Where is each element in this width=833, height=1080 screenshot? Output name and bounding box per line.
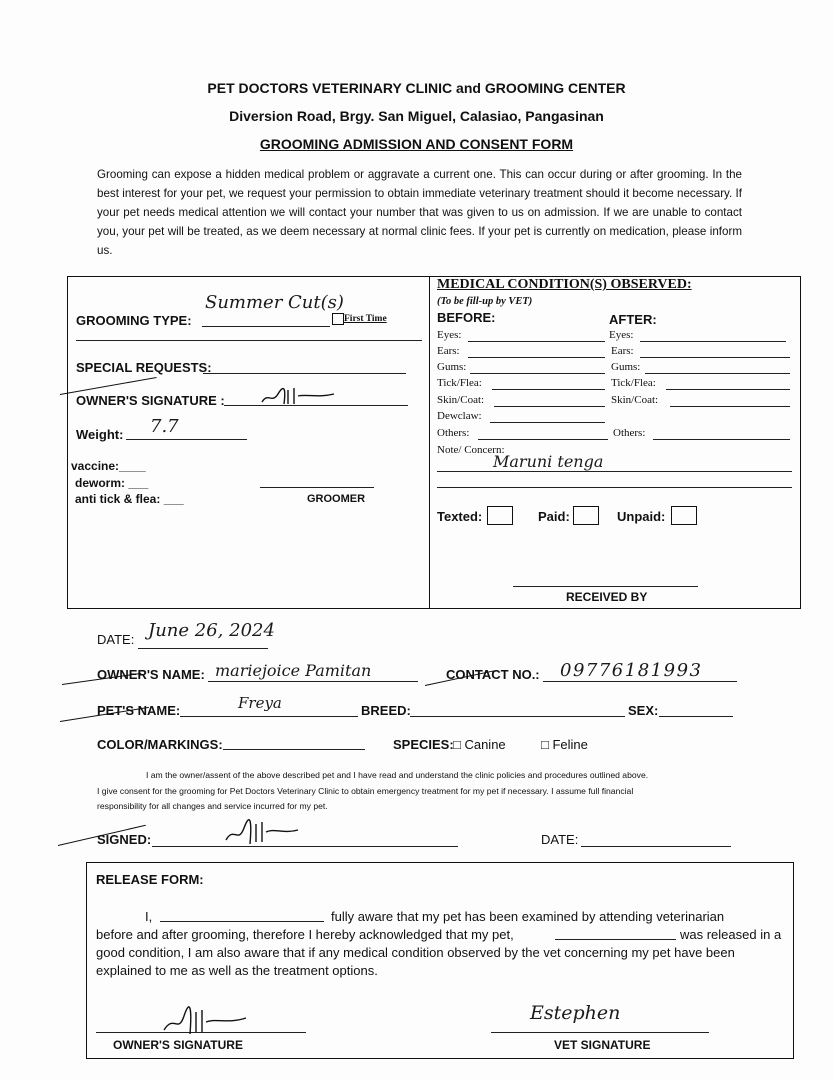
after-others-line: [653, 439, 790, 440]
groomer-line: [260, 487, 374, 488]
release-text-d: was released in a: [680, 927, 782, 942]
first-time-checkbox[interactable]: [332, 313, 344, 325]
antitick-label: anti tick & flea: ___: [75, 492, 184, 506]
release-owner-sig-label: OWNER'S SIGNATURE: [113, 1038, 243, 1052]
weight-label: Weight:: [76, 427, 124, 442]
contact-label: CONTACT NO.:: [446, 667, 540, 682]
breed-label: BREED:: [361, 703, 411, 718]
pet-name-line: [180, 716, 358, 717]
note-label: Note/ Concern:: [437, 444, 505, 456]
release-name-line: [160, 921, 324, 922]
release-vet-sig-label: VET SIGNATURE: [554, 1038, 651, 1052]
pet-name-label: PET'S NAME:: [97, 703, 181, 718]
after-eyes-label: Eyes:: [609, 329, 634, 341]
intro-paragraph: Grooming can expose a hidden medical problem or aggravate a current one. This can occur during or after grooming. In the best interest for your pet, we request your permission to obtain immediate veterinary treatment should it become necessary. If your pet needs medical attention we will contact your number that was given to us on admission. If we are unable to contact you, your pet will be treated, as we deem necessary at normal clinic fees. If your pet is currently on medication, please inform us.: [97, 168, 742, 257]
groomer-label: GROOMER: [307, 493, 366, 505]
before-skincoat-line: [494, 406, 605, 407]
pet-name-value[interactable]: Freya: [238, 694, 282, 712]
consent-date-line: [581, 846, 731, 847]
form-title: GROOMING ADMISSION AND CONSENT FORM: [259, 136, 574, 152]
after-label: AFTER:: [609, 312, 657, 327]
release-text-e: good condition, I am also aware that if any medical condition observed by the vet concerning my pet have been: [96, 945, 735, 960]
grooming-type-value[interactable]: Summer Cut(s): [205, 292, 344, 313]
sex-label: SEX:: [628, 703, 659, 718]
release-text-a: I,: [145, 909, 153, 924]
consent-line-1: I am the owner/assent of the above described pet and I have read and understand the clinic policies and procedures outlined above.: [146, 770, 649, 780]
before-ears-label: Ears:: [437, 345, 460, 357]
after-eyes-line: [640, 341, 786, 342]
release-owner-signature-mark: [160, 1004, 250, 1038]
release-text-f: explained to me as well as the treatment options.: [96, 963, 378, 978]
paid-checkbox[interactable]: [573, 506, 599, 525]
before-label: BEFORE:: [437, 310, 496, 325]
owner-signature-mark: [258, 384, 338, 410]
before-gums-line: [470, 373, 605, 374]
clinic-address: Diversion Road, Brgy. San Miguel, Calasiao, Pangasinan: [229, 108, 604, 124]
date-label: DATE:: [97, 632, 135, 647]
release-pet-line: [555, 939, 676, 940]
release-title: RELEASE FORM:: [96, 872, 204, 887]
after-skincoat-line: [670, 406, 790, 407]
owner-name-value[interactable]: mariejoice Pamitan: [215, 661, 372, 680]
breed-line: [410, 716, 625, 717]
species-label: SPECIES:: [393, 737, 454, 752]
panel-divider: [429, 276, 430, 608]
grooming-type-line: [202, 326, 330, 327]
contact-value[interactable]: 09776181993: [560, 660, 703, 681]
before-dewclaw-line: [490, 422, 605, 423]
unpaid-label: Unpaid:: [617, 509, 666, 524]
vaccine-label: vaccine:____: [71, 459, 146, 473]
consent-line-2: I give consent for the grooming for Pet Doctors Veterinary Clinic to obtain emergency treatment for my pet if necessary. I assume full financial: [97, 786, 634, 796]
sex-line: [659, 716, 733, 717]
before-eyes-line: [468, 341, 605, 342]
special-requests-line: [203, 373, 406, 374]
received-by-label: RECEIVED BY: [566, 590, 648, 604]
release-vet-line: [491, 1032, 709, 1033]
release-text-b: fully aware that my pet has been examined by attending veterinarian: [331, 909, 725, 924]
after-ears-label: Ears:: [611, 345, 634, 357]
before-others-line: [478, 439, 608, 440]
date-line: [138, 648, 268, 649]
color-line: [223, 749, 365, 750]
after-tickflea-line: [666, 389, 790, 390]
unpaid-checkbox[interactable]: [671, 506, 697, 525]
after-gums-line: [645, 373, 790, 374]
release-vet-signature[interactable]: Estephen: [530, 1002, 621, 1024]
before-gums-label: Gums:: [437, 361, 467, 373]
clinic-name: PET DOCTORS VETERINARY CLINIC and GROOMING CENTER: [207, 80, 626, 96]
consent-line-3: responsibility for all changes and service incurred for my pet.: [97, 801, 328, 811]
signed-label: SIGNED:: [97, 832, 152, 847]
consent-date-label: DATE:: [541, 832, 579, 847]
before-dewclaw-label: Dewclaw:: [437, 410, 482, 422]
after-skincoat-label: Skin/Coat:: [611, 394, 659, 406]
texted-checkbox[interactable]: [487, 506, 513, 525]
paid-label: Paid:: [538, 509, 570, 524]
first-time-label: First Time: [344, 314, 387, 324]
release-text-c: before and after grooming, therefore I hereby acknowledged that my pet,: [96, 927, 514, 942]
grooming-type-label: GROOMING TYPE:: [76, 313, 192, 328]
signed-signature-mark: [222, 816, 302, 850]
medical-title: MEDICAL CONDITION(S) OBSERVED:: [437, 277, 692, 292]
after-gums-label: Gums:: [611, 361, 641, 373]
feline-option[interactable]: □ Feline: [541, 737, 588, 752]
medical-subtitle: (To be fill-up by VET): [437, 296, 533, 307]
note-value[interactable]: Maruni tenga: [493, 452, 604, 471]
after-ears-line: [640, 357, 790, 358]
before-tickflea-line: [492, 389, 605, 390]
before-skincoat-label: Skin/Coat:: [437, 394, 485, 406]
grooming-extra-line: [76, 340, 422, 341]
owner-name-line: [208, 681, 418, 682]
owner-name-label: OWNER'S NAME:: [97, 667, 205, 682]
note-line-2: [437, 487, 792, 488]
before-tickflea-label: Tick/Flea:: [437, 377, 482, 389]
color-label: COLOR/MARKINGS:: [97, 737, 223, 752]
received-by-line: [513, 586, 698, 587]
deworm-label: deworm: ___: [75, 476, 149, 490]
contact-line: [543, 681, 737, 682]
weight-line: [126, 439, 247, 440]
texted-label: Texted:: [437, 509, 483, 524]
before-ears-line: [468, 357, 605, 358]
before-eyes-label: Eyes:: [437, 329, 462, 341]
canine-option[interactable]: □ Canine: [453, 737, 506, 752]
before-others-label: Others:: [437, 427, 470, 439]
signed-line: [152, 846, 458, 847]
owner-signature-label: OWNER'S SIGNATURE :: [76, 393, 225, 408]
after-others-label: Others:: [613, 427, 646, 439]
after-tickflea-label: Tick/Flea:: [611, 377, 656, 389]
weight-value[interactable]: 7.7: [150, 416, 179, 437]
special-requests-label: SPECIAL REQUESTS:: [76, 360, 212, 375]
note-line-1: [437, 471, 792, 472]
date-value[interactable]: June 26, 2024: [148, 620, 275, 641]
